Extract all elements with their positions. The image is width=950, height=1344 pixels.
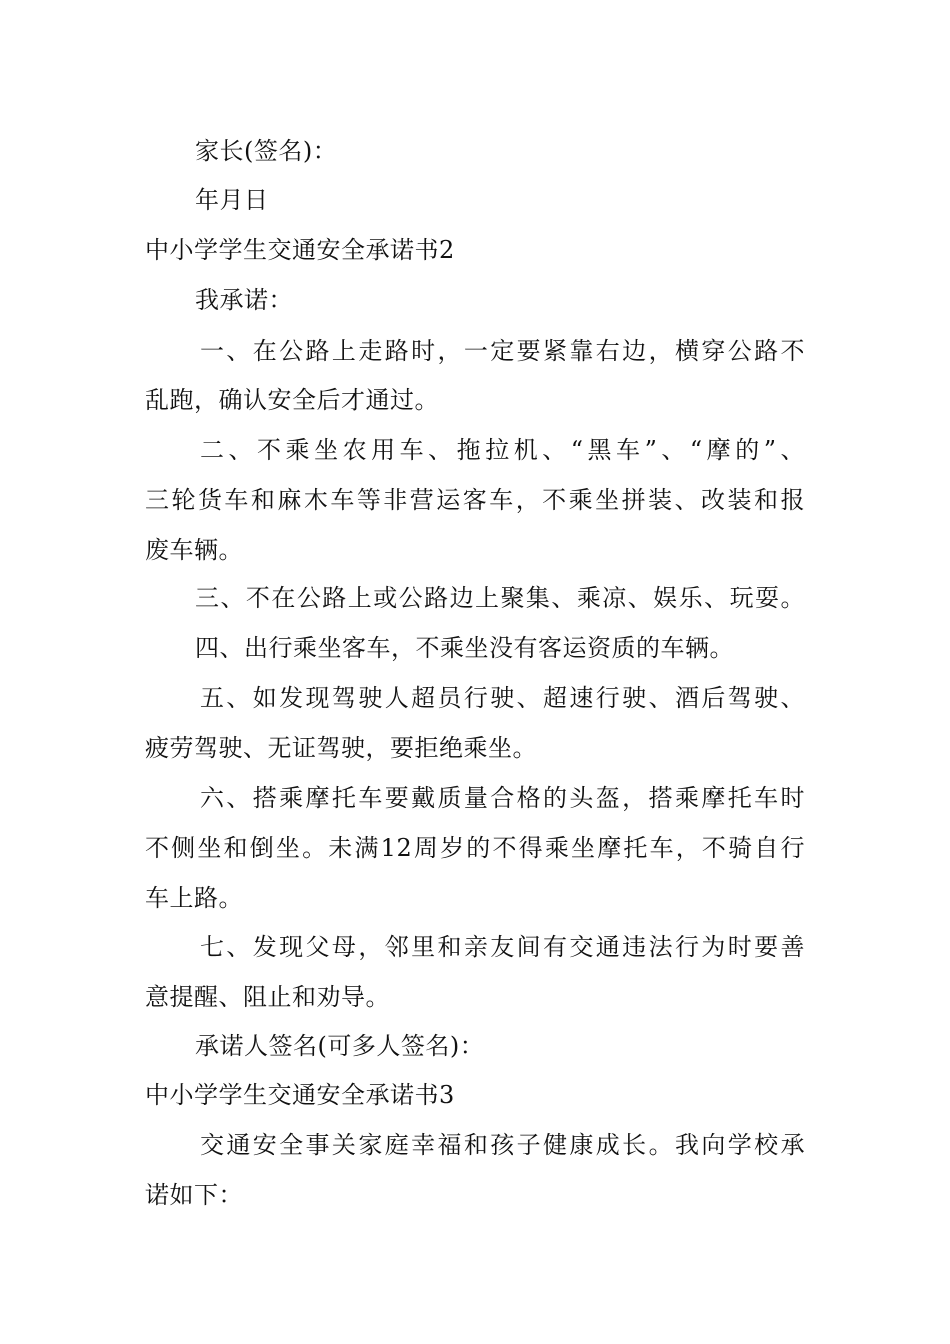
- pledge-item-6-line-2: 不侧坐和倒坐。未满12周岁的不得乘坐摩托车，不骑自行: [145, 834, 805, 862]
- section-title-3: 中小学学生交通安全承诺书3: [145, 1081, 455, 1109]
- pledge-item-3: 三、不在公路上或公路边上聚集、乘凉、娱乐、玩耍。: [195, 584, 805, 612]
- date-line: 年月日: [195, 186, 269, 214]
- pledge-item-6-line-3: 车上路。: [145, 884, 243, 912]
- pledge-item-5-line-2: 疲劳驾驶、无证驾驶，要拒绝乘坐。: [145, 734, 537, 762]
- parent-signature-line: 家长(签名)：: [195, 137, 338, 165]
- pledge-intro: 我承诺：: [195, 286, 293, 314]
- section-title-2: 中小学学生交通安全承诺书2: [145, 236, 455, 264]
- pledge-item-7-line-2: 意提醒、阻止和劝导。: [145, 983, 390, 1011]
- pledger-signature-line: 承诺人签名(可多人签名)：: [195, 1032, 485, 1060]
- pledge-item-4: 四、出行乘坐客车，不乘坐没有客运资质的车辆。: [195, 634, 734, 662]
- pledge-item-2-line-2: 三轮货车和麻木车等非营运客车，不乘坐拼装、改装和报: [145, 486, 805, 514]
- pledge-item-1-line-2: 乱跑，确认安全后才通过。: [145, 386, 439, 414]
- pledge-item-5-line-1: 五、如发现驾驶人超员行驶、超速行驶、酒后驾驶、: [200, 684, 805, 712]
- pledge-item-7-line-1: 七、发现父母，邻里和亲友间有交通违法行为时要善: [200, 933, 805, 961]
- pledge-item-2-line-1: 二、不乘坐农用车、拖拉机、“黑车”、“摩的”、: [200, 436, 805, 464]
- section-3-intro-line-2: 诺如下：: [145, 1181, 243, 1209]
- section-3-intro-line-1: 交通安全事关家庭幸福和孩子健康成长。我向学校承: [200, 1131, 805, 1159]
- pledge-item-6-line-1: 六、搭乘摩托车要戴质量合格的头盔，搭乘摩托车时: [200, 784, 805, 812]
- pledge-item-1-line-1: 一、在公路上走路时，一定要紧靠右边，横穿公路不: [200, 337, 805, 365]
- pledge-item-2-line-3: 废车辆。: [145, 536, 243, 564]
